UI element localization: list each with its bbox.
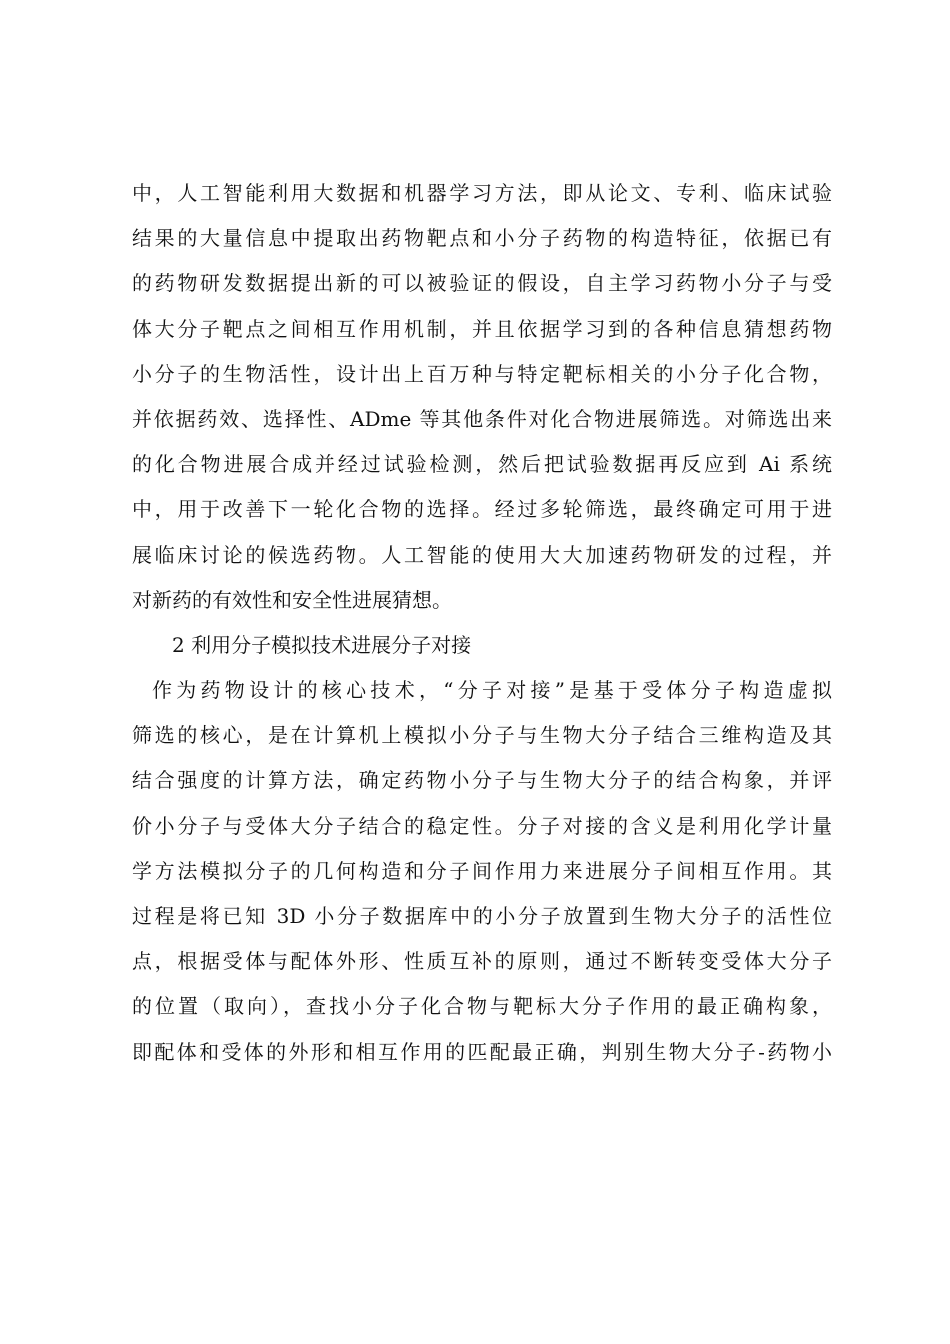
paragraph-line: 中，人工智能利用大数据和机器学习方法，即从论文、专利、临床试验 (132, 181, 832, 205)
paragraph-line: 展临床讨论的候选药物。人工智能的使用大大加速药物研发的过程，并 (132, 542, 832, 567)
paragraph-line: 点，根据受体与配体外形、性质互补的原则，通过不断转变受体大分子 (132, 949, 832, 974)
paragraph-line: 学方法模拟分子的几何构造和分子间作用力来进展分子间相互作用。其 (132, 858, 832, 883)
paragraph-line: 价小分子与受体大分子结合的稳定性。分子对接的含义是利用化学计量 (132, 813, 832, 838)
paragraph-line: 并依据药效、选择性、ADme 等其他条件对化合物进展筛选。对筛选出来 (132, 406, 832, 431)
paragraph-line: 作为药物设计的核心技术，“分子对接”是基于受体分子构造虚拟 (152, 678, 832, 703)
paragraph-line: 的化合物进展合成并经过试验检测，然后把试验数据再反应到 Ai 系统 (132, 452, 832, 477)
section-heading (132, 632, 832, 657)
section-heading-text: 2 利用分子模拟技术进展分子对接 (172, 632, 472, 657)
paragraph-ai-drug-discovery (132, 183, 832, 610)
paragraph-line: 中，用于改善下一轮化合物的选择。经过多轮筛选，最终确定可用于进 (132, 497, 832, 522)
paragraph-line: 的位置（取向），查找小分子化合物与靶标大分子作用的最正确构象， (132, 994, 832, 1019)
paragraph-line: 过程是将已知 3D 小分子数据库中的小分子放置到生物大分子的活性位 (132, 904, 832, 928)
paragraph-line: 对新药的有效性和安全性进展猜想。 (132, 587, 452, 612)
paragraph-line: 结果的大量信息中提取出药物靶点和小分子药物的构造特征，依据已有 (132, 226, 832, 251)
paragraph-line: 小分子的生物活性，设计出上百万种与特定靶标相关的小分子化合物， (132, 361, 832, 386)
paragraph-line: 结合强度的计算方法，确定药物小分子与生物大分子的结合构象，并评 (132, 768, 832, 793)
paragraph-line: 体大分子靶点之间相互作用机制，并且依据学习到的各种信息猜想药物 (132, 316, 832, 341)
paragraph-line: 筛选的核心，是在计算机上模拟小分子与生物大分子结合三维构造及其 (132, 723, 832, 748)
paragraph-line: 即配体和受体的外形和相互作用的匹配最正确，判别生物大分子-药物小 (132, 1039, 832, 1064)
document-body (132, 183, 832, 1087)
paragraph-molecular-docking (132, 680, 832, 1062)
paragraph-line: 的药物研发数据提出新的可以被验证的假设，自主学习药物小分子与受 (132, 271, 832, 296)
